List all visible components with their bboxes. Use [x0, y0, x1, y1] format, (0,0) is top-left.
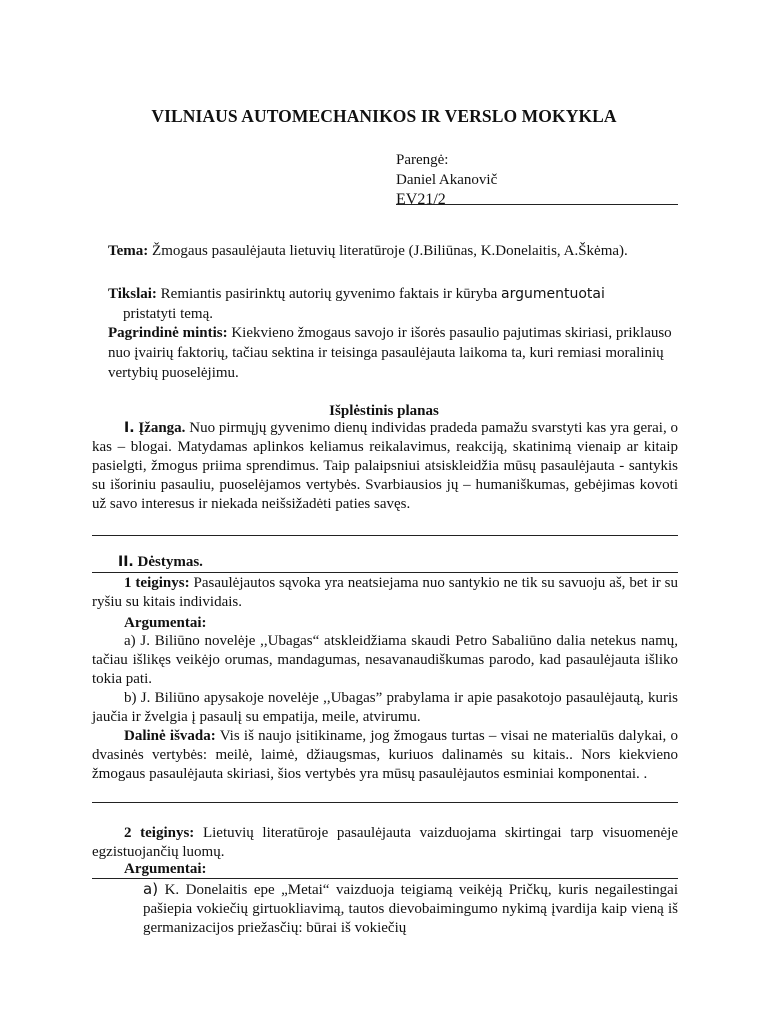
tikslai-text2: pristatyti temą.	[123, 306, 213, 322]
argument-b	[92, 689, 678, 727]
d-text: Vis iš naujo įsitikiname, jog žmogaus turtas – visai ne materialūs dalykai, o dvasinės vertybės: meilė, laimė, džiaugsmas, kuriuos dalinamės su kitais.. Nors kiekvieno žmogaus pasaulėjauta skiriasi, šios vertybės yra mūsų pasaulėjautos esminiai komponentai. .	[92, 728, 679, 782]
school-title: VILNIAUS AUTOMECHANIKOS IR VERSLO MOKYKLA	[151, 106, 617, 126]
argument-a	[92, 632, 678, 689]
tikslai-block	[108, 284, 678, 324]
dalinis-isvada	[92, 727, 678, 784]
intro-roman: I.	[124, 420, 135, 436]
tikslai-text: Remiantis pasirinktų autorių gyvenimo faktais ir kūryba	[160, 286, 498, 302]
arg-label: Argumentai:	[124, 615, 207, 631]
intro-text: Nuo pirmųjų gyvenimo dienų individas pradeda pamažu svarstyti kas yra gerai, o kas – blogai. Matydamas aplinkos keliamus reikalavimus, reakciją, skatinimą vienaip ar kitaip pasielgti, žmogus priima sprendimus. Taip palaipsniui atsiskleidžia mūsų pasaulėjauta - santykis su išoriniu pasauliu, puoselėjamos vertybės. Svarbiausios jų – humaniškumas, gebėjimas kovoti už savo interesus ir niekada neišsižadėti paties savęs.	[92, 420, 679, 512]
t2-label: 2 teiginys:	[124, 825, 195, 841]
tikslai-label: Tikslai:	[108, 286, 157, 302]
argumentai2-heading	[92, 860, 678, 879]
mintis-label: Pagrindinė mintis:	[108, 325, 228, 341]
t1-text: Pasaulėjautos sąvoka yra neatsiejama nuo santykio ne tik su savuoju aš, bet ir su ryšiu su kitais individais.	[92, 575, 678, 610]
prepared-label: Parengė:	[396, 152, 449, 168]
tikslai-bold: argumentuotai	[501, 286, 605, 302]
argument-2a	[143, 880, 678, 938]
b-text: b) J. Biliūno apysakoje novelėje ,,Ubagas” prabylama ir apie pasakotojo pasaulėjautą, kuris jaučia ir žvelgia į pasaulį su empatija, meile, atvirumu.	[92, 690, 678, 725]
divider-line	[92, 572, 678, 573]
intro-label: Įžanga.	[138, 420, 186, 436]
intro-paragraph	[92, 419, 678, 514]
mintis-block	[108, 323, 678, 383]
d-label: Dalinė išvada:	[124, 728, 216, 744]
a2-label: a)	[143, 880, 159, 898]
body-roman: II.	[118, 554, 134, 570]
teiginys-2	[92, 824, 678, 862]
body-heading	[92, 553, 678, 572]
a2-text: K. Donelaitis epe „Metai“ vaizduoja teigiamą veikėją Pričkų, kuris negailestingai pašiepia vokiečių girtuokliavimą, tautos dievobaimingumo nykimą įvardija kaip vieną iš germanizacijos priežasčių: būrai iš vokiečių	[143, 882, 678, 936]
divider-line	[92, 535, 678, 536]
body-label: Dėstymas.	[137, 554, 203, 570]
author-underline	[396, 204, 678, 205]
t1-label: 1 teiginys:	[124, 575, 190, 591]
tema-block	[108, 241, 678, 261]
arg2-label: Argumentai:	[124, 861, 207, 877]
t2-text: Lietuvių literatūroje pasaulėjauta vaizduojama skirtingai tarp visuomenėje egzistuojančių luomų.	[92, 825, 679, 860]
author-block	[396, 150, 678, 210]
author-group: EV21/2	[396, 191, 446, 208]
a-text: a) J. Biliūno novelėje ,,Ubagas“ atskleidžiama skaudi Petro Sabaliūno dalia netekus namų, tačiau išlikęs veikėjo orumas, mandagumas, nesavanaudiškumas parodo, kad pasaulėjauta išliko tokia pati.	[92, 633, 678, 687]
divider-line	[92, 878, 678, 879]
plan-heading: Išplėstinis planas	[329, 403, 439, 419]
mintis-text: Kiekvieno žmogaus savojo ir išorės pasaulio pajutimas skiriasi, priklauso nuo įvairių faktorių, tačiau sektina ir teisinga pasaulėjauta laikoma ta, kuri remiasi moralinių vertybių puoselėjimu.	[108, 325, 672, 381]
tema-text: Žmogaus pasaulėjauta lietuvių literatūroje (J.Biliūnas, K.Donelaitis, A.Škėma).	[152, 243, 628, 259]
tema-label: Tema:	[108, 243, 149, 259]
author-name: Daniel Akanovič	[396, 172, 498, 188]
teiginys-1	[92, 574, 678, 612]
divider-line	[92, 802, 678, 803]
argumentai-heading	[92, 614, 678, 633]
